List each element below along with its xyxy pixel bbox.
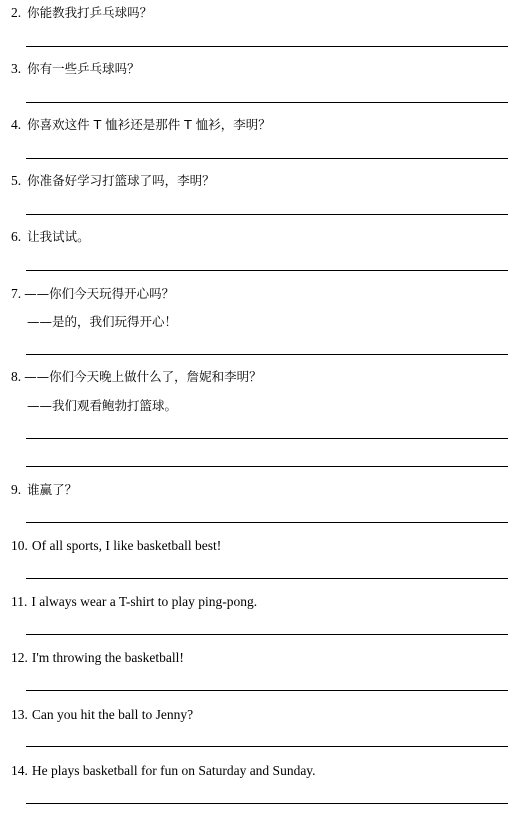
answer-line-10[interactable] — [26, 578, 508, 579]
answer-line-9[interactable] — [26, 522, 508, 523]
question-7-reply — [27, 313, 177, 331]
answer-line-13[interactable] — [26, 746, 508, 747]
answer-line-14[interactable] — [26, 803, 508, 804]
question-number: 7. — [11, 286, 22, 301]
question-number: 9. — [11, 482, 22, 497]
question-text: Of all sports, I like basketball best! — [31, 538, 222, 553]
question-text: 你喜欢这件 T 恤衫还是那件 T 恤衫，李明？ — [27, 117, 271, 132]
question-text: 你能教我打乒乓球吗？ — [27, 5, 153, 20]
question-number: 12. — [11, 650, 28, 665]
answer-line-12[interactable] — [26, 690, 508, 691]
question-number: 11. — [11, 594, 28, 609]
question-14 — [11, 762, 316, 780]
answer-line-11[interactable] — [26, 634, 508, 635]
answer-line-6[interactable] — [26, 270, 508, 271]
question-text: 让我试试。 — [27, 229, 90, 244]
answer-line-4[interactable] — [26, 158, 508, 159]
question-3 — [11, 60, 140, 78]
question-7 — [11, 285, 174, 303]
question-12 — [11, 649, 184, 667]
question-number: 6. — [11, 229, 22, 244]
question-text: He plays basketball for fun on Saturday and Sunday. — [31, 763, 316, 778]
question-number: 14. — [11, 763, 28, 778]
question-number: 8. — [11, 369, 22, 384]
question-10 — [11, 537, 221, 555]
question-4 — [11, 116, 271, 134]
answer-line-8a[interactable] — [26, 438, 508, 439]
question-number: 13. — [11, 707, 28, 722]
question-number: 5. — [11, 173, 22, 188]
question-text: ——你们今天玩得开心吗？ — [24, 286, 175, 301]
question-8 — [11, 368, 262, 386]
question-text: I always wear a T-shirt to play ping-pong. — [31, 594, 258, 609]
question-6 — [11, 228, 90, 246]
question-5 — [11, 172, 215, 190]
question-number: 10. — [11, 538, 28, 553]
question-number: 3. — [11, 61, 22, 76]
question-number: 2. — [11, 5, 22, 20]
question-8-reply — [27, 397, 177, 415]
question-text: I'm throwing the basketball! — [31, 650, 184, 665]
question-13 — [11, 706, 193, 724]
question-number: 4. — [11, 117, 22, 132]
answer-line-2[interactable] — [26, 46, 508, 47]
answer-line-7[interactable] — [26, 354, 508, 355]
question-2 — [11, 4, 152, 22]
question-text: 谁赢了？ — [27, 482, 78, 497]
question-text: 你有一些乒乓球吗？ — [27, 61, 140, 76]
question-text: Can you hit the ball to Jenny? — [31, 707, 194, 722]
question-text: 你准备好学习打篮球了吗，李明？ — [27, 173, 215, 188]
question-9 — [11, 481, 77, 499]
reply-text: ——我们观看鲍勃打篮球。 — [27, 398, 178, 413]
answer-line-8b[interactable] — [26, 466, 508, 467]
answer-line-3[interactable] — [26, 102, 508, 103]
question-text: ——你们今天晚上做什么了，詹妮和李明？ — [24, 369, 262, 384]
answer-line-5[interactable] — [26, 214, 508, 215]
reply-text: ——是的，我们玩得开心！ — [27, 314, 178, 329]
question-11 — [11, 593, 257, 611]
